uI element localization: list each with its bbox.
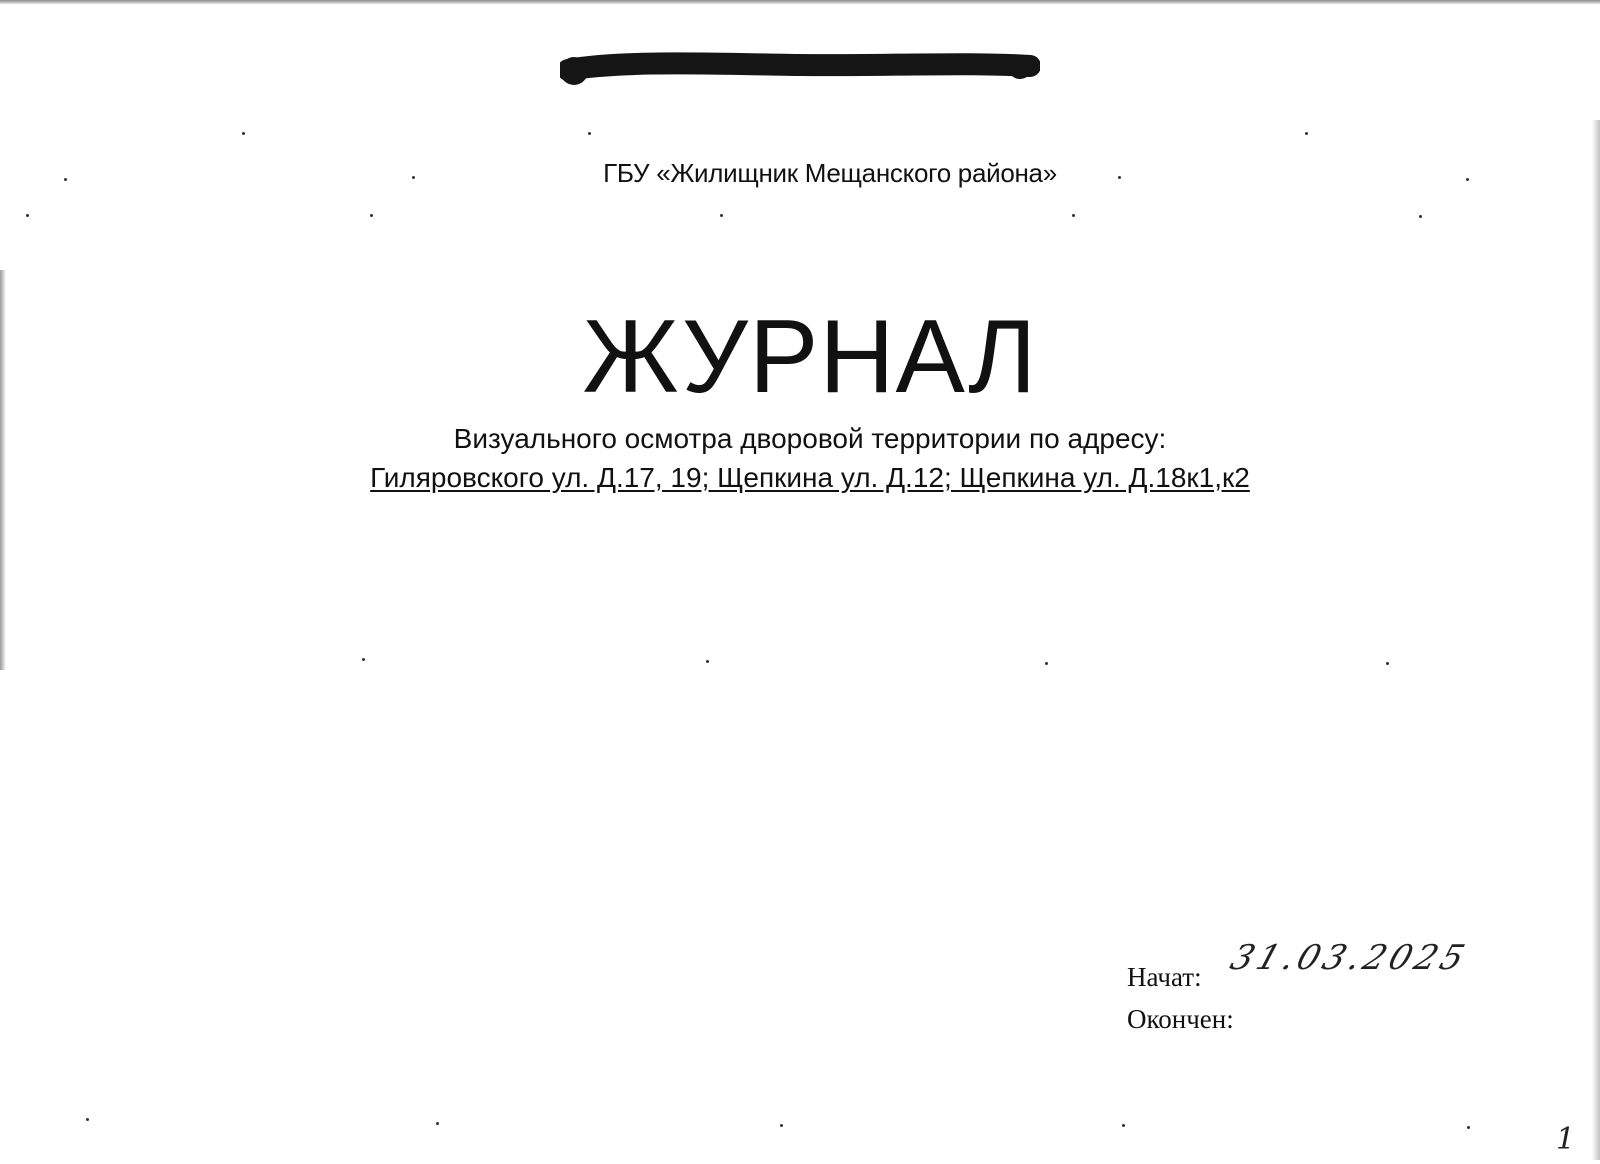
paper-top-edge xyxy=(0,0,1600,4)
paper-speck xyxy=(436,1122,439,1125)
paper-speck xyxy=(706,660,709,663)
paper-speck xyxy=(1466,178,1469,181)
organization-name: ГБУ «Жилищник Мещанского района» xyxy=(603,158,1057,188)
paper-speck xyxy=(362,658,365,661)
paper-speck xyxy=(242,132,245,135)
redaction-mark xyxy=(560,52,1040,88)
address-line: Гиляровского ул. Д.17, 19; Щепкина ул. Д.12; Щепкина ул. Д.18к1,к2 xyxy=(370,462,1250,493)
handwritten-start-date: 31.03.2025 xyxy=(1225,938,1474,978)
paper-speck xyxy=(720,214,723,217)
page-number: 1 xyxy=(1556,1122,1576,1157)
paper-speck xyxy=(1305,132,1308,135)
paper-speck xyxy=(588,132,591,135)
paper-speck xyxy=(1419,215,1422,218)
paper-speck xyxy=(1072,214,1075,217)
paper-speck xyxy=(780,1124,783,1127)
paper-speck xyxy=(1467,1126,1470,1129)
paper-speck xyxy=(1045,662,1048,665)
paper-speck xyxy=(412,176,415,179)
paper-right-shadow xyxy=(1592,120,1600,1160)
paper-speck xyxy=(1386,662,1389,665)
page-subtitle: Визуального осмотра дворовой территории по адресу: xyxy=(453,423,1167,454)
paper-speck xyxy=(1122,1124,1125,1127)
page-title: ЖУРНАЛ xyxy=(582,299,1038,415)
paper-speck xyxy=(64,178,67,181)
paper-speck xyxy=(26,214,29,217)
started-label: Начат: xyxy=(1127,962,1202,992)
paper-speck xyxy=(1118,176,1121,179)
finished-label: Окончен: xyxy=(1127,1004,1234,1034)
paper-speck xyxy=(86,1118,89,1121)
paper-speck xyxy=(370,214,373,217)
